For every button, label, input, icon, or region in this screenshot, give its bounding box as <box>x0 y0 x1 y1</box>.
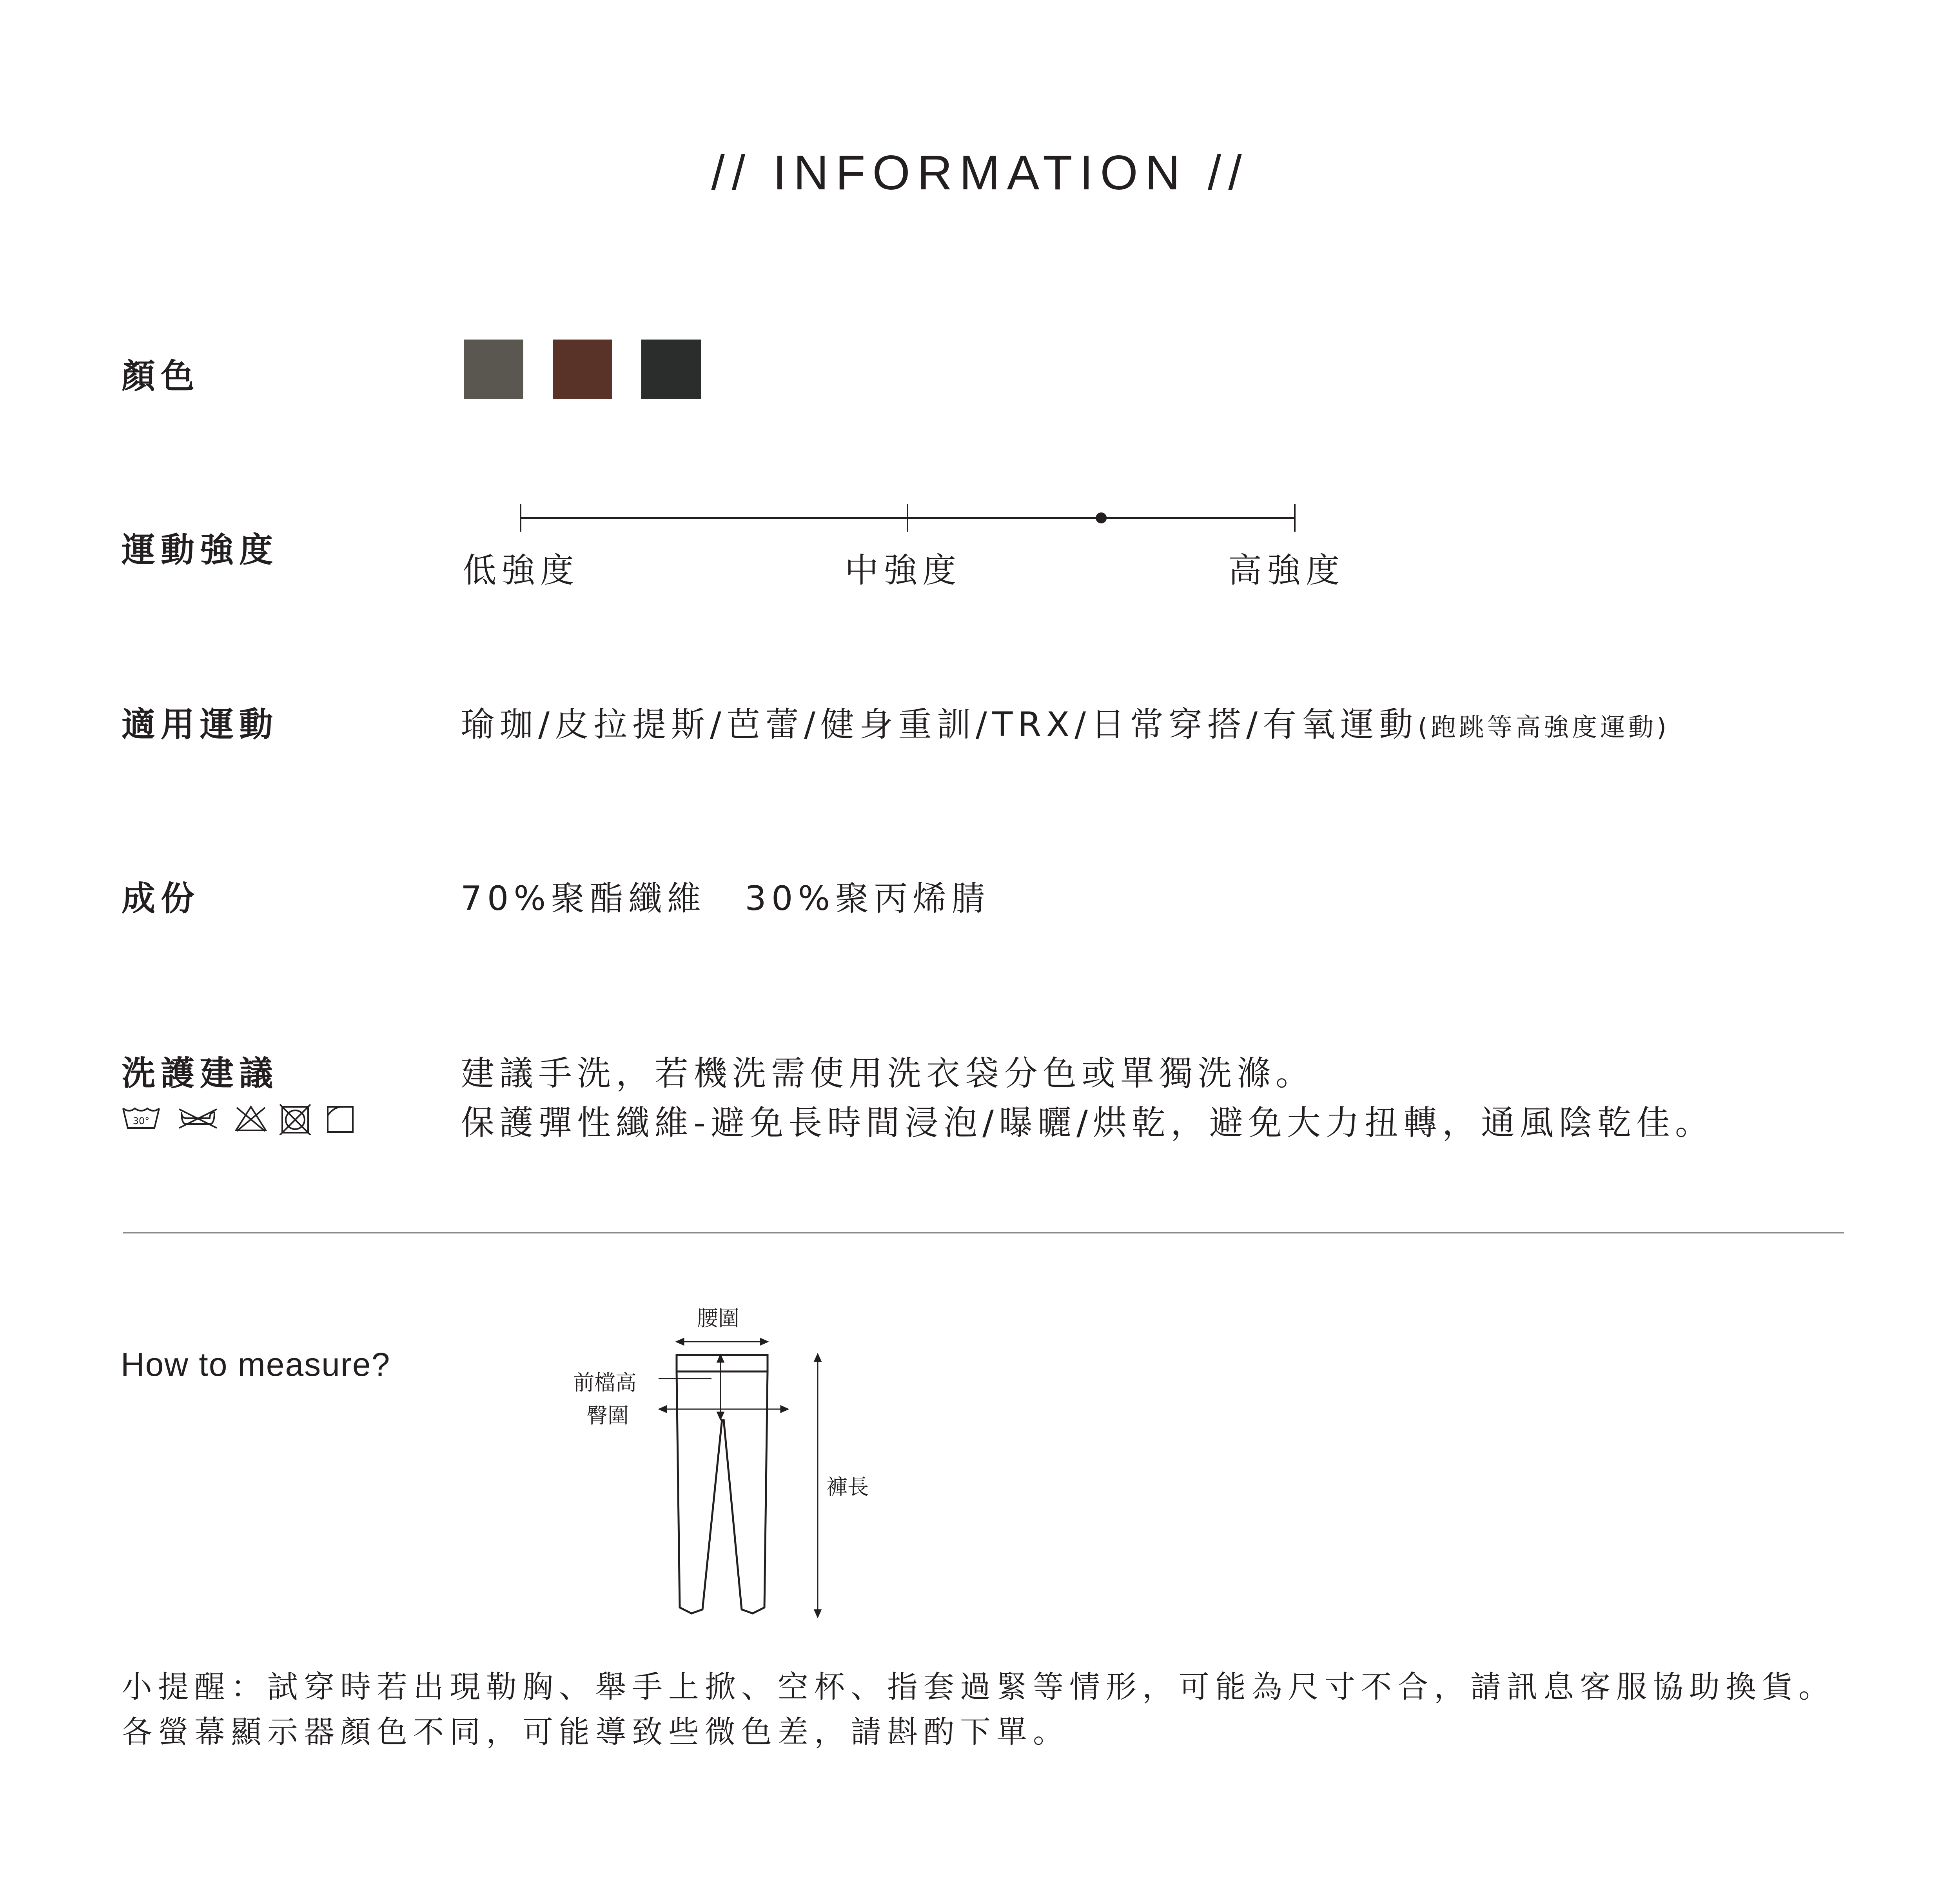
line-dry-icon <box>328 1107 353 1132</box>
left-leg <box>677 1371 722 1613</box>
no-bleach-icon <box>236 1107 266 1131</box>
color-swatch-brown[interactable] <box>553 340 612 399</box>
intensity-scale <box>510 498 1309 533</box>
waist-label: 腰圍 <box>697 1306 739 1331</box>
color-swatch-black[interactable] <box>641 340 701 399</box>
composition-label: 成份 <box>122 879 200 918</box>
composition-value: 70%聚酯纖維 30%聚丙烯腈 <box>461 879 991 918</box>
color-swatch-gray[interactable] <box>464 340 523 399</box>
measure-title: How to measure? <box>121 1346 391 1383</box>
intensity-marker <box>1096 512 1107 523</box>
section-divider <box>123 1232 1844 1233</box>
page-title: // INFORMATION // <box>711 146 1249 200</box>
hip-label: 臀圍 <box>586 1403 629 1428</box>
sports-label: 適用運動 <box>122 705 278 744</box>
intensity-level-high: 高強度 <box>1228 551 1345 590</box>
care-label: 洗護建議 <box>122 1054 278 1093</box>
no-tumble-dry-icon <box>280 1104 310 1135</box>
length-label: 褲長 <box>826 1475 869 1499</box>
care-line-1: 建議手洗，若機洗需使用洗衣袋分色或單獨洗滌。 <box>461 1054 1314 1093</box>
intensity-level-mid: 中強度 <box>845 551 961 590</box>
care-line-2: 保護彈性纖維-避免長時間浸泡/曝曬/烘乾，避免大力扭轉，通風陰乾佳。 <box>461 1103 1714 1143</box>
no-wring-icon <box>179 1109 217 1128</box>
color-label: 顏色 <box>122 357 200 396</box>
front-rise-label: 前檔高 <box>573 1370 637 1395</box>
hand-wash-30-icon <box>123 1108 159 1128</box>
sports-value <box>461 697 1670 746</box>
right-leg <box>724 1371 768 1613</box>
care-icons <box>122 1104 365 1135</box>
intensity-level-low: 低強度 <box>463 551 579 590</box>
reminder-line-1: 小提醒：試穿時若出現勒胸、舉手上掀、空杯、指套過緊等情形，可能為尺寸不合，請訊息客服協助換貨。 <box>122 1669 1835 1705</box>
intensity-label: 運動強度 <box>122 530 278 570</box>
reminder-line-2: 各螢幕顯示器顏色不同，可能導致些微色差，請斟酌下單。 <box>122 1715 1070 1750</box>
sports-list: 瑜珈/皮拉提斯/芭蕾/健身重訓/TRX/日常穿搭/有氧運動 <box>461 705 1418 744</box>
sports-note: (跑跳等高強度運動) <box>1418 713 1670 742</box>
wash-temperature: 30° <box>132 1115 150 1126</box>
